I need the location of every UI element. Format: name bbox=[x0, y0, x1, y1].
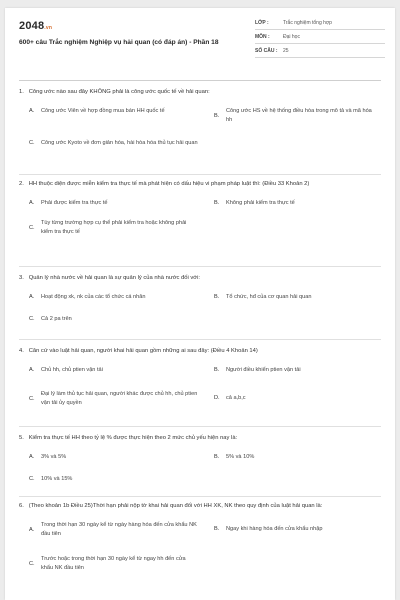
options bbox=[19, 199, 381, 249]
option-text: Không phải kiểm tra thực tế bbox=[226, 200, 295, 206]
options bbox=[19, 293, 381, 333]
option-text: 10% và 15% bbox=[41, 476, 73, 482]
option-letter: A. bbox=[29, 367, 35, 373]
option-c[interactable] bbox=[29, 219, 199, 237]
option-text: 5% và 10% bbox=[226, 454, 255, 460]
option-a[interactable] bbox=[29, 453, 199, 462]
option-letter: C. bbox=[29, 140, 35, 146]
question-divider bbox=[19, 339, 381, 340]
option-a[interactable] bbox=[29, 199, 199, 208]
option-letter: A. bbox=[29, 526, 35, 533]
question-5 bbox=[19, 434, 381, 493]
question-number: 6. bbox=[19, 503, 24, 509]
option-letter: A. bbox=[29, 200, 35, 206]
question-number: 2. bbox=[19, 181, 24, 187]
option-c[interactable] bbox=[29, 139, 199, 148]
logo-text: 2048 bbox=[19, 20, 45, 32]
option-letter: D. bbox=[214, 395, 220, 401]
option-text: cả a,b,c bbox=[226, 395, 246, 401]
option-b[interactable] bbox=[214, 293, 379, 302]
question-divider bbox=[19, 426, 381, 427]
question-number: 1. bbox=[19, 89, 24, 95]
option-c[interactable] bbox=[29, 555, 199, 573]
option-text: Cả 2 pa trên bbox=[41, 316, 72, 322]
meta-value: Đại học bbox=[283, 33, 300, 40]
option-letter: B. bbox=[214, 294, 220, 300]
options bbox=[19, 366, 381, 420]
option-text: 3% và 5% bbox=[41, 454, 67, 460]
question-stem: Quản lý nhà nước về hải quan là sự quản lý của nhà nước đối với: bbox=[28, 275, 200, 281]
option-b[interactable] bbox=[214, 525, 379, 534]
meta-row-class bbox=[255, 16, 385, 30]
option-letter: C. bbox=[29, 476, 35, 482]
option-letter: A. bbox=[29, 294, 35, 300]
question-divider bbox=[19, 496, 381, 497]
question-2 bbox=[19, 180, 381, 249]
question-4 bbox=[19, 347, 381, 420]
option-letter: B. bbox=[214, 454, 220, 460]
option-text: Phải được kiểm tra thực tế bbox=[41, 200, 108, 206]
question-1 bbox=[19, 88, 381, 171]
document-page bbox=[5, 8, 395, 600]
question-3 bbox=[19, 274, 381, 333]
option-letter: C. bbox=[29, 224, 35, 231]
option-d[interactable] bbox=[214, 394, 379, 403]
question-text bbox=[19, 274, 381, 283]
option-a[interactable] bbox=[29, 366, 199, 375]
logo-tld: .vn bbox=[44, 25, 53, 31]
question-stem: Kiểm tra thực tế HH theo tỷ lệ % được thực hiện theo 2 mức chủ yếu hiện nay là: bbox=[28, 435, 238, 441]
option-letter: C. bbox=[29, 395, 35, 402]
meta-value: Trắc nghiệm tổng hợp bbox=[283, 19, 332, 26]
option-c[interactable] bbox=[29, 475, 199, 484]
options bbox=[19, 453, 381, 493]
option-a[interactable] bbox=[29, 293, 209, 302]
option-c[interactable] bbox=[29, 315, 199, 324]
option-b[interactable] bbox=[214, 453, 379, 462]
option-text: Đại lý làm thủ tục hải quan, người khác được chủ hh, chủ ptien vận tải ủy quyền bbox=[41, 391, 198, 406]
options bbox=[19, 107, 381, 171]
option-text: Công ước HS về hệ thống điều hòa trong mô tả và mã hóa hh bbox=[226, 108, 372, 123]
meta-key: LỚP : bbox=[255, 19, 269, 26]
question-number: 3. bbox=[19, 275, 24, 281]
question-number: 5. bbox=[19, 435, 24, 441]
meta-key: SỐ CÂU : bbox=[255, 47, 278, 54]
option-letter: C. bbox=[29, 560, 35, 567]
question-stem: (Theo khoản 1b Điều 25)Thời hạn phải nộp tờ khai hải quan đối với HH XK, NK theo quy định của luật hải quan là: bbox=[28, 503, 323, 509]
option-letter: C. bbox=[29, 316, 35, 322]
header-divider bbox=[19, 80, 381, 81]
option-b[interactable] bbox=[214, 366, 379, 375]
option-b[interactable] bbox=[214, 107, 379, 125]
option-letter: B. bbox=[214, 200, 220, 206]
options bbox=[19, 521, 381, 591]
question-6 bbox=[19, 502, 381, 591]
meta-key: MÔN : bbox=[255, 33, 270, 40]
site-logo[interactable] bbox=[19, 20, 52, 32]
option-letter: B. bbox=[214, 367, 220, 373]
question-number: 4. bbox=[19, 348, 24, 354]
option-text: Tổ chức, hđ của cơ quan hải quan bbox=[226, 294, 312, 300]
option-text: Chủ hh, chủ ptien vận tải bbox=[41, 367, 103, 373]
option-text: Hoạt động xk, nk của các tổ chức cá nhân bbox=[41, 294, 146, 300]
option-letter: B. bbox=[214, 526, 220, 532]
meta-value: 25 bbox=[283, 47, 289, 54]
document-meta bbox=[255, 16, 385, 58]
option-b[interactable] bbox=[214, 199, 379, 208]
option-text: Trong thời hạn 30 ngày kể từ ngày hàng hóa đến cửa khẩu NK đầu tiên bbox=[41, 522, 197, 537]
question-text bbox=[19, 502, 381, 511]
meta-row-count bbox=[255, 44, 385, 58]
option-text: Tùy từng trường hợp cụ thể phải kiểm tra hoặc không phải kiểm tra thực tế bbox=[41, 220, 187, 235]
question-text bbox=[19, 88, 381, 97]
option-text: Người điều khiển ptien vận tải bbox=[226, 367, 301, 373]
question-divider bbox=[19, 266, 381, 267]
option-letter: A. bbox=[29, 108, 35, 114]
question-text bbox=[19, 434, 381, 443]
option-a[interactable] bbox=[29, 107, 199, 116]
meta-row-subject bbox=[255, 30, 385, 44]
question-text bbox=[19, 347, 381, 356]
question-stem: Công ước nào sau đây KHÔNG phải là công ước quốc tế về hải quan: bbox=[28, 89, 210, 95]
document-title: 600+ câu Trắc nghiệm Nghiệp vụ hải quan (có đáp án) - Phần 18 bbox=[19, 39, 219, 46]
option-c[interactable] bbox=[29, 390, 199, 408]
option-text: Công ước Viên về hợp đồng mua bán HH quốc tế bbox=[41, 108, 165, 114]
option-text: Công ước Kyoto về đơn giản hóa, hài hòa hóa thủ tục hải quan bbox=[41, 140, 198, 146]
option-a[interactable] bbox=[29, 521, 199, 539]
question-divider bbox=[19, 174, 381, 175]
option-letter: B. bbox=[214, 112, 220, 119]
question-stem: HH thuộc diện được miễn kiểm tra thực tế mà phát hiện có dấu hiệu vi phạm pháp luật thì: (Điều 33 Khoản 2) bbox=[28, 181, 310, 187]
option-letter: A. bbox=[29, 454, 35, 460]
document-header bbox=[5, 8, 395, 74]
option-text: Ngay khi hàng hóa đến cửa khẩu nhập bbox=[226, 526, 323, 532]
question-stem: Căn cứ vào luật hải quan, người khai hải quan gồm những ai sau đây: (Điều 4 Khoản 14) bbox=[28, 348, 258, 354]
question-text bbox=[19, 180, 381, 189]
option-text: Trước hoặc trong thời hạn 30 ngày kể từ ngay hh đến cửa khẩu NK đầu tiên bbox=[41, 556, 186, 571]
